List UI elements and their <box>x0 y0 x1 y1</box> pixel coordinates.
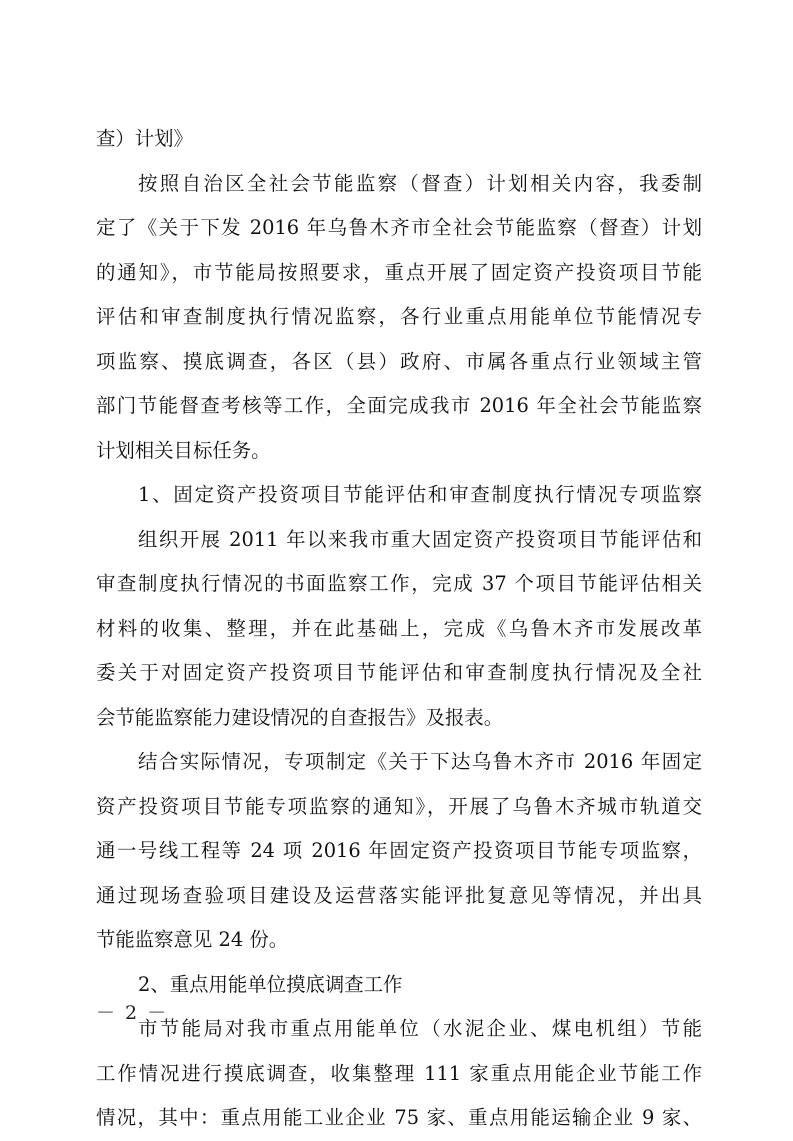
page-number: － 2 － <box>96 1002 169 1024</box>
document-body <box>96 117 702 1141</box>
paragraph-line: 评估和审查制度执行情况监察，各行业重点用能单位节能情况专 <box>96 305 702 328</box>
paragraph-line: 材料的收集、整理，并在此基础上，完成《乌鲁木齐市发展改革 <box>96 616 702 640</box>
paragraph-line: 委关于对固定资产投资项目节能评估和审查制度执行情况及全社 <box>96 661 702 684</box>
paragraph-line: 按照自治区全社会节能监察（督查）计划相关内容，我委制 <box>138 171 702 195</box>
paragraph-line: 的通知》，市节能局按照要求，重点开展了固定资产投资项目节能 <box>96 260 702 284</box>
paragraph-line: 情况，其中：重点用能工业企业 75 家、重点用能运输企业 9 家、 <box>96 1106 702 1129</box>
paragraph-line: 审查制度执行情况的书面监察工作，完成 37 个项目节能评估相关 <box>96 572 702 595</box>
paragraph-line: 部门节能督查考核等工作，全面完成我市 2016 年全社会节能监察 <box>96 394 702 417</box>
paragraph-line: 工作情况进行摸底调查，收集整理 111 家重点用能企业节能工作 <box>96 1061 702 1085</box>
paragraph-line: 通过现场查验项目建设及运营落实能评批复意见等情况，并出具 <box>96 883 702 907</box>
paragraph-line: 查）计划》 <box>96 127 193 150</box>
paragraph-line: 资产投资项目节能专项监察的通知》，开展了乌鲁木齐城市轨道交 <box>96 794 702 818</box>
paragraph-line: 计划相关目标任务。 <box>96 438 271 462</box>
paragraph-line: 定了《关于下发 2016 年乌鲁木齐市全社会节能监察（督查）计划 <box>96 216 702 239</box>
paragraph-line: 节能监察意见 24 份。 <box>96 928 289 951</box>
section-heading: 2、重点用能单位摸底调查工作 <box>138 972 403 996</box>
paragraph-line: 结合实际情况，专项制定《关于下达乌鲁木齐市 2016 年固定 <box>138 750 702 773</box>
paragraph-line: 组织开展 2011 年以来我市重大固定资产投资项目节能评估和 <box>138 527 702 551</box>
paragraph-line: 项监察、摸底调查，各区（县）政府、市属各重点行业领域主管 <box>96 349 702 373</box>
paragraph-line: 通一号线工程等 24 项 2016 年固定资产投资项目节能专项监察， <box>96 839 702 862</box>
paragraph-line: 市节能局对我市重点用能单位（水泥企业、煤电机组）节能 <box>138 1017 702 1040</box>
section-heading: 1、固定资产投资项目节能评估和审查制度执行情况专项监察 <box>138 483 702 506</box>
paragraph-line: 会节能监察能力建设情况的自查报告》及报表。 <box>96 705 504 729</box>
